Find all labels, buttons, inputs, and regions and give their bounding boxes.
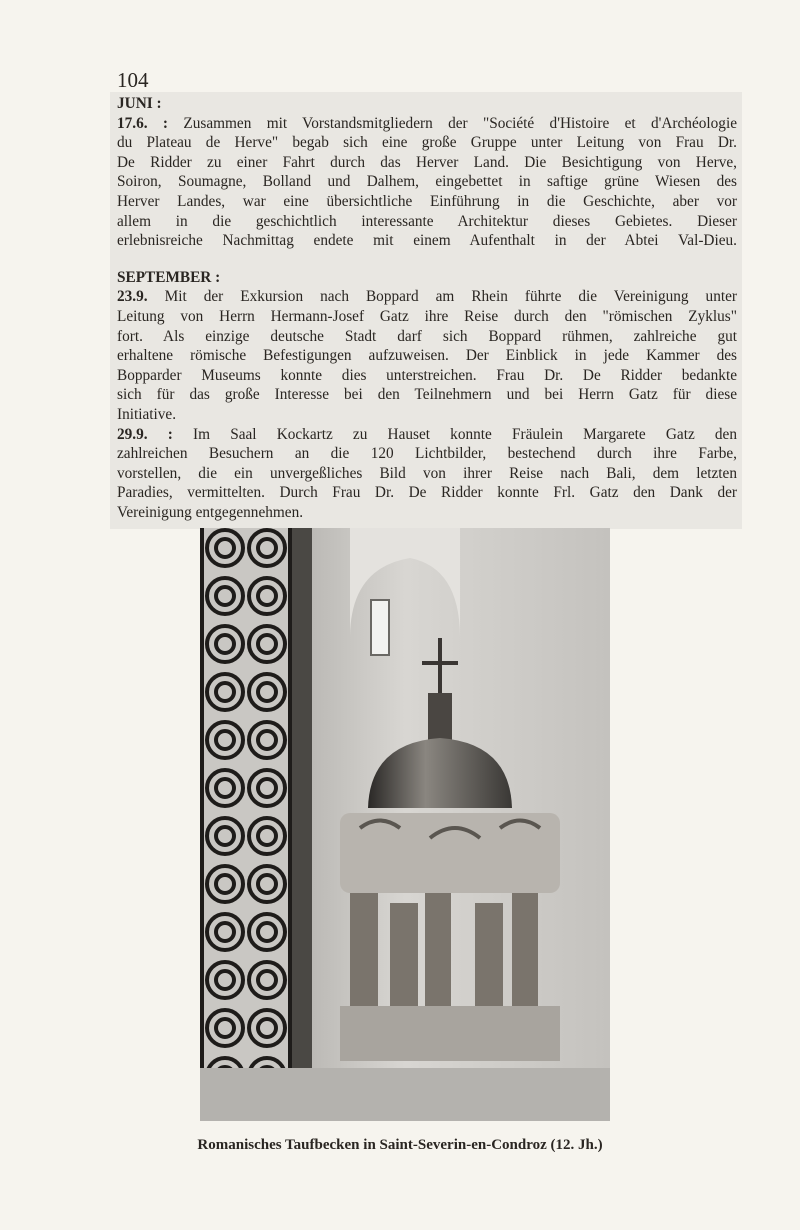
photo-caption: Romanisches Taufbecken in Saint-Severin-en-Condroz (12. Jh.) [197, 1137, 603, 1153]
text-line: 17.6. : Zusammen mit Vorstandsmitgliedern der "Société d'Histoire et d'Archéologie [117, 114, 737, 132]
section-heading-juni: JUNI : [117, 95, 162, 112]
text-line: Herver Landes, war eine übersichtliche Einführung in die Geschichte, aber vor [117, 192, 737, 210]
text-line: 23.9. Mit der Exkursion nach Boppard am Rhein führte die Vereinigung unter [117, 288, 737, 306]
text-line: vorstellen, die ein unvergeßliches Bild von ihrer Reise nach Bali, dem letzten [117, 464, 737, 482]
text-line: erhaltene römische Befestigungen aufzuweisen. Der Einblick in jede Kammer des [117, 347, 737, 365]
body-text [117, 94, 737, 522]
text-line: Vereinigung entgegennehmen. [117, 503, 304, 521]
text-line: fort. Als einzige deutsche Stadt darf sich Boppard rühmen, zahlreiche gut [117, 327, 737, 345]
baptismal-font-photo [200, 528, 610, 1121]
text-line: sich für das große Interesse bei den Teilnehmern und bei Herrn Gatz für diese [117, 386, 737, 404]
entry-date: 17.6. : [117, 114, 169, 132]
text-line: erlebnisreiche Nachmittag endete mit einem Aufenthalt in der Abtei Val-Dieu. [117, 232, 737, 250]
section-heading-september: SEPTEMBER : [117, 268, 221, 286]
text-line: De Ridder zu einer Fahrt durch das Herver Land. Die Besichtigung von Herve, [117, 153, 737, 171]
text-line: Initiative. [117, 405, 177, 423]
entry-date: 29.9. : [117, 425, 173, 443]
page-number: 104 [117, 68, 149, 92]
text-line: zahlreichen Besuchern an die 120 Lichtbilder, bestechend durch ihre Farbe, [117, 445, 737, 463]
text-line: 29.9. : Im Saal Kockartz zu Hauset konnte Fräulein Margarete Gatz den [117, 425, 737, 443]
entry-date: 23.9. [117, 288, 148, 306]
text-line: du Plateau de Herve" begab sich eine große Gruppe unter Leitung von Frau Dr. [117, 134, 737, 152]
text-line: allem in die geschichtlich interessante Architektur dieses Gebietes. Dieser [117, 212, 737, 230]
text-line: Bopparder Museums konnte dies unterstreichen. Frau Dr. De Ridder bedankte [117, 366, 737, 384]
text-line: Leitung von Herrn Hermann-Josef Gatz ihre Reise durch den "römischen Zyklus" [117, 307, 737, 325]
text-line: Paradies, vermittelten. Durch Frau Dr. De Ridder konnte Frl. Gatz den Dank der [117, 484, 737, 502]
text-line: Soiron, Soumagne, Bolland und Dalhem, eingebettet in saftige grüne Wiesen des [117, 173, 737, 191]
